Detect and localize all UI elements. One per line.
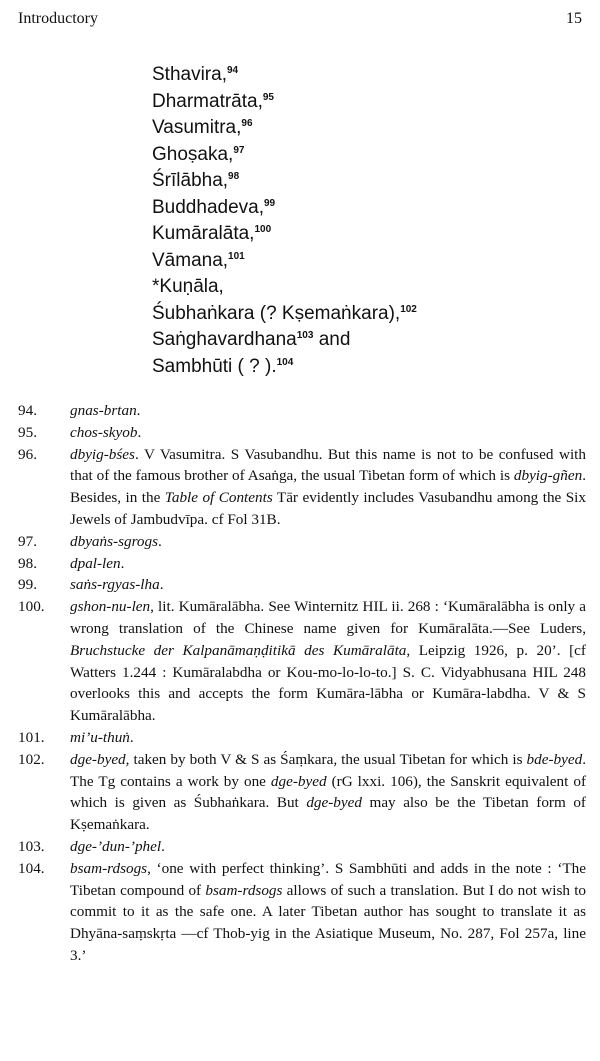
footnote-number: 104. <box>18 859 45 877</box>
tibetan-term: dge-’dun-’phel <box>70 837 162 855</box>
name-list-item <box>152 62 417 89</box>
footnote-segment: (rG lxxi. 106), the Sanskrit equivalent of which is given as Śubhaṅkara. But <box>70 772 586 812</box>
footnote <box>18 749 586 836</box>
tibetan-term: bsam-rdsogs <box>205 881 283 899</box>
tibetan-term: dge-byed <box>306 794 362 812</box>
name-list <box>152 62 417 380</box>
footnote <box>18 574 586 596</box>
footnote <box>18 444 586 531</box>
footnote-ref: 94 <box>226 65 239 76</box>
tibetan-term: mi’u-thuṅ <box>70 728 130 746</box>
footnote-text <box>70 836 586 858</box>
footnote-segment: , taken by both V & S as Śaṃkara, the usual Tibetan for which is <box>125 750 527 768</box>
footnote-segment: , ‘one with perfect thinking’. S Sambhūti and adds in the note : ‘The Tibetan compound of <box>70 859 586 899</box>
tibetan-term: gnas-brtan <box>70 402 137 419</box>
footnote-text <box>70 727 586 749</box>
footnote-text <box>70 596 586 727</box>
name-list-item <box>152 248 417 275</box>
name-list-item <box>152 168 417 195</box>
name-text: Sthavira, <box>152 64 227 85</box>
footnote-segment: . <box>129 728 134 746</box>
running-title: Introductory <box>18 10 98 27</box>
footnote-segment: . Besides, in the <box>70 467 586 507</box>
name-list-item <box>152 221 417 248</box>
name-text: Buddhadeva, <box>152 196 264 218</box>
tibetan-term: bde-byed <box>526 750 583 768</box>
name-text: Sambhūti ( ? ). <box>152 355 277 377</box>
footnote <box>18 836 586 858</box>
footnote-segment: , Leipzig 1926, p. 20’. [cf Watters 1.244 : Kumāralabdha or Kou-mo-lo-lo-to.] S. C. Vidyabhusana HIL 248 overlooks this and accepts the form Kumāra-lābha or Kumāra-labdha. V & S Kumāralābha. <box>70 641 586 725</box>
footnote <box>18 553 586 575</box>
footnote-segment: . The Tg contains a work by one <box>70 750 586 790</box>
footnote-segment: . <box>159 576 164 594</box>
footnote-ref: 97 <box>233 144 245 156</box>
footnote-text <box>70 400 586 422</box>
tibetan-term: dge-byed <box>270 772 327 790</box>
footnote-ref: 102 <box>400 303 417 315</box>
footnote-text <box>70 749 586 836</box>
footnotes <box>18 400 586 967</box>
tibetan-term: chos-skyob <box>70 423 138 441</box>
name-text: Śrīlābha, <box>152 170 229 191</box>
footnote-ref: 103 <box>296 330 314 341</box>
footnote <box>18 596 586 727</box>
footnote-text <box>70 444 586 531</box>
name-list-item <box>152 274 417 301</box>
tibetan-term: Table of Contents <box>164 489 273 507</box>
footnote-ref: 99 <box>264 197 276 209</box>
tibetan-term: bsam-rdsogs <box>70 859 148 877</box>
footnote-segment: . <box>158 532 162 550</box>
footnote-number: 96. <box>18 445 37 463</box>
footnote-number: 94. <box>18 402 37 419</box>
footnote-ref: 104 <box>276 356 294 368</box>
footnote-number: 98. <box>18 554 37 572</box>
footnote-ref: 98 <box>228 171 240 182</box>
footnote-text <box>70 422 586 444</box>
footnote-segment: . <box>136 402 141 419</box>
name-text: Ghoṣaka, <box>152 143 234 165</box>
page-header <box>18 10 582 28</box>
footnote-number: 99. <box>18 576 37 594</box>
footnote <box>18 400 586 422</box>
footnote-ref: 96 <box>241 118 253 129</box>
footnote-text <box>70 553 586 575</box>
name-text: Vāmana, <box>152 249 229 271</box>
footnote <box>18 727 586 749</box>
footnote-ref: 101 <box>228 250 245 262</box>
footnote-segment: allows of such a translation. But I do not wish to commit to it as the safe one. A later Tibetan author has sought to translate it as Dhyāna-saṃskṛta —cf Thob-yig in the Asiatique Museum, No. 287, Fol 257a, line 3.’ <box>70 881 587 964</box>
footnote-number: 102. <box>18 750 45 768</box>
footnote-segment: . <box>137 423 142 441</box>
footnote-segment: . <box>120 554 125 572</box>
tibetan-term: dge-byed <box>70 750 126 768</box>
tibetan-term: dbyig-gñen <box>513 467 583 485</box>
name-text: Kumāralāta, <box>152 223 255 244</box>
footnote-ref: 95 <box>262 91 274 103</box>
tibetan-term: dbyaṅs-sgrogs <box>70 532 159 550</box>
tibetan-term: saṅs-rgyas-lha <box>70 576 160 594</box>
name-list-item <box>152 301 417 328</box>
tibetan-term: dbyig-bśes <box>70 445 135 463</box>
footnote <box>18 422 586 444</box>
footnote-ref: 100 <box>254 224 272 235</box>
footnote-text <box>70 858 586 967</box>
footnote-number: 101. <box>18 728 45 746</box>
tibetan-term: gshon-nu-len <box>70 598 151 616</box>
footnote-number: 97. <box>18 532 37 550</box>
footnote <box>18 858 586 967</box>
name-text: *Kuṇāla, <box>152 276 224 297</box>
footnote-text <box>70 574 586 596</box>
name-list-item <box>152 142 417 169</box>
name-text: Dharmatrāta, <box>152 90 263 112</box>
name-list-item <box>152 89 417 116</box>
name-text: Saṅghavardhana <box>152 329 297 350</box>
footnote-segment: Tār evidently includes Vasubandhu among the Six Jewels of Jambudvīpa. cf Fol 31B. <box>70 489 586 528</box>
name-list-item <box>152 327 417 354</box>
name-text: Śubhaṅkara (? Kṣemaṅkara), <box>152 302 401 324</box>
footnote-number: 100. <box>18 598 45 616</box>
tibetan-term: dpal-len <box>70 554 121 572</box>
name-text: Vasumitra, <box>152 117 242 138</box>
page-number: 15 <box>566 10 582 27</box>
name-list-item <box>152 195 417 222</box>
footnote <box>18 531 586 553</box>
name-list-item <box>152 115 417 142</box>
footnote-number: 95. <box>18 423 37 441</box>
name-suffix: and <box>313 329 351 350</box>
footnote-segment: , lit. Kumāralābha. See Winternitz HIL ii. 268 : ‘Kumāralābha is only a wrong translation of the Chinese name given for Kumāralāta.—See Luders, <box>70 598 586 637</box>
footnote-number: 103. <box>18 837 45 855</box>
footnote-segment: may also be the Tibetan form of Kṣemaṅkara. <box>70 794 586 834</box>
footnote-segment: . V Vasumitra. S Vasubandhu. But this name is not to be confused with that of the famous brother of Asaṅga, the usual Tibetan form of which is <box>70 445 586 485</box>
footnote-segment: . <box>161 837 165 855</box>
tibetan-term: Bruchstucke der Kalpanāmaṇḍitikā des Kumāralāta <box>70 641 407 659</box>
name-list-item <box>152 354 417 381</box>
footnote-text <box>70 531 586 553</box>
